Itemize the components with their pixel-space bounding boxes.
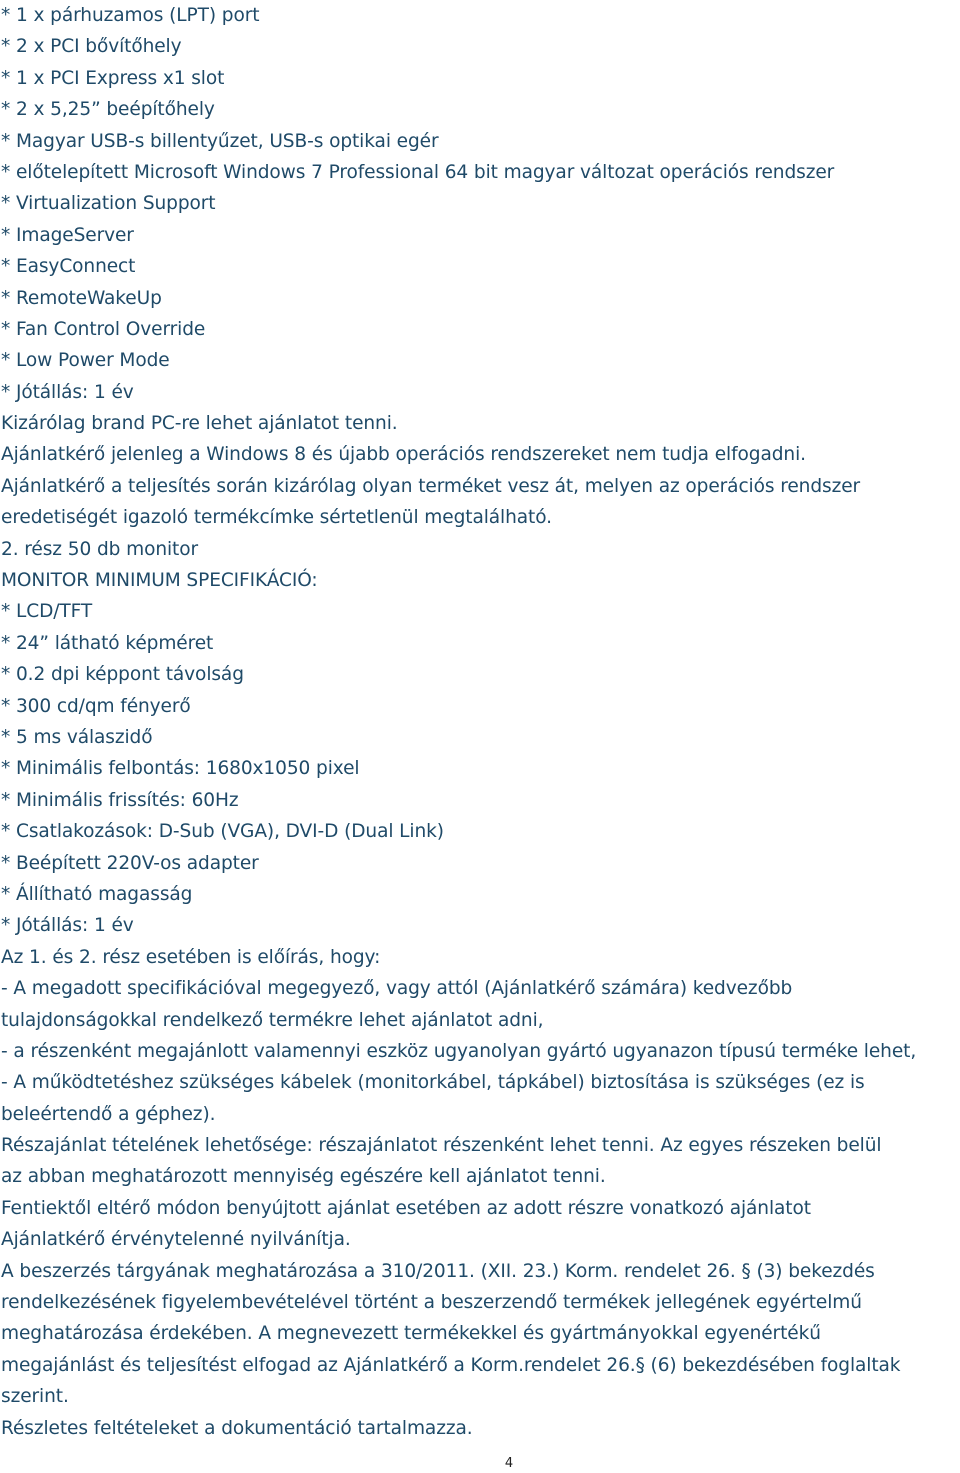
text-line: * Magyar USB-s billentyűzet, USB-s optikai egér bbox=[1, 130, 439, 152]
text-line: megajánlást és teljesítést elfogad az Ajánlatkérő a Korm.rendelet 26.§ (6) bekezdésében foglaltak bbox=[1, 1354, 901, 1376]
text-line: rendelkezésének figyelembevételével történt a beszerzendő termékek jellegének egyértelmű bbox=[1, 1292, 862, 1314]
text-line: beleértendő a géphez). bbox=[1, 1103, 216, 1125]
text-line: * 300 cd/qm fényerő bbox=[1, 695, 191, 717]
text-line: eredetiségét igazoló termékcímke sértetlenül megtalálható. bbox=[1, 507, 552, 529]
text-line: Ajánlatkérő jelenleg a Windows 8 és újabb operációs rendszereket nem tudja elfogadni. bbox=[1, 444, 806, 466]
text-line: szerint. bbox=[1, 1386, 69, 1408]
text-line: * 2 x 5,25” beépítőhely bbox=[1, 99, 215, 121]
text-line: Részajánlat tételének lehetősége: részajánlatot részenként lehet tenni. Az egyes részeken belül bbox=[1, 1135, 882, 1157]
text-line: Az 1. és 2. rész esetében is előírás, hogy: bbox=[1, 946, 381, 968]
text-line: tulajdonságokkal rendelkező termékre lehet ajánlatot adni, bbox=[1, 1009, 544, 1031]
text-line: * Jótállás: 1 év bbox=[1, 381, 134, 403]
text-line: * 1 x PCI Express x1 slot bbox=[1, 67, 225, 89]
text-line: - A megadott specifikációval megegyező, vagy attól (Ajánlatkérő számára) kedvezőbb bbox=[1, 978, 793, 1000]
text-line: * Beépített 220V-os adapter bbox=[1, 852, 259, 874]
text-line: * Csatlakozások: D-Sub (VGA), DVI-D (Dual Link) bbox=[1, 821, 444, 843]
text-line: * Minimális frissítés: 60Hz bbox=[1, 789, 239, 811]
text-line: - a részenként megajánlott valamennyi eszköz ugyanolyan gyártó ugyanazon típusú terméke lehet, bbox=[1, 1040, 917, 1062]
section-heading: 2. rész 50 db monitor bbox=[1, 538, 199, 560]
text-line: * 2 x PCI bővítőhely bbox=[1, 36, 182, 58]
text-line: Ajánlatkérő a teljesítés során kizárólag olyan terméket vesz át, melyen az operációs rendszer bbox=[1, 475, 861, 497]
text-line: * EasyConnect bbox=[1, 256, 136, 278]
text-line: * 0.2 dpi képpont távolság bbox=[1, 664, 244, 686]
text-line: meghatározása érdekében. A megnevezett termékekkel és gyártmányokkal egyenértékű bbox=[1, 1323, 821, 1345]
spec-heading: MONITOR MINIMUM SPECIFIKÁCIÓ: bbox=[1, 570, 318, 592]
text-line: Fentiektől eltérő módon benyújtott ajánlat esetében az adott részre vonatkozó ajánlatot bbox=[1, 1197, 811, 1219]
text-line: Kizárólag brand PC-re lehet ajánlatot tenni. bbox=[1, 413, 398, 435]
text-line: az abban meghatározott mennyiség egészére kell ajánlatot tenni. bbox=[1, 1166, 606, 1188]
page-number: 4 bbox=[504, 1456, 514, 1471]
document-body bbox=[1, 0, 959, 1444]
text-line: * Virtualization Support bbox=[1, 193, 216, 215]
text-line: * LCD/TFT bbox=[1, 601, 93, 623]
text-line: * Jótállás: 1 év bbox=[1, 915, 134, 937]
text-line: * 5 ms válaszidő bbox=[1, 726, 153, 748]
text-line: * Minimális felbontás: 1680x1050 pixel bbox=[1, 758, 360, 780]
text-line: * Low Power Mode bbox=[1, 350, 170, 372]
text-line: * ImageServer bbox=[1, 224, 134, 246]
text-line: - A működtetéshez szükséges kábelek (monitorkábel, tápkábel) biztosítása is szükséges (ez is bbox=[1, 1072, 865, 1094]
text-line: * RemoteWakeUp bbox=[1, 287, 162, 309]
text-line: A beszerzés tárgyának meghatározása a 310/2011. (XII. 23.) Korm. rendelet 26. § (3) bekezdés bbox=[1, 1260, 875, 1282]
text-line: Részletes feltételeket a dokumentáció tartalmazza. bbox=[1, 1417, 473, 1439]
text-line: * Állítható magasság bbox=[1, 883, 193, 905]
text-line: * 1 x párhuzamos (LPT) port bbox=[1, 5, 260, 26]
text-line: * 24” látható képméret bbox=[1, 632, 214, 654]
text-line: Ajánlatkérő érvénytelenné nyilvánítja. bbox=[1, 1229, 351, 1251]
text-line: * Fan Control Override bbox=[1, 318, 206, 340]
text-line: * előtelepített Microsoft Windows 7 Professional 64 bit magyar változat operációs rendszer bbox=[1, 161, 835, 183]
